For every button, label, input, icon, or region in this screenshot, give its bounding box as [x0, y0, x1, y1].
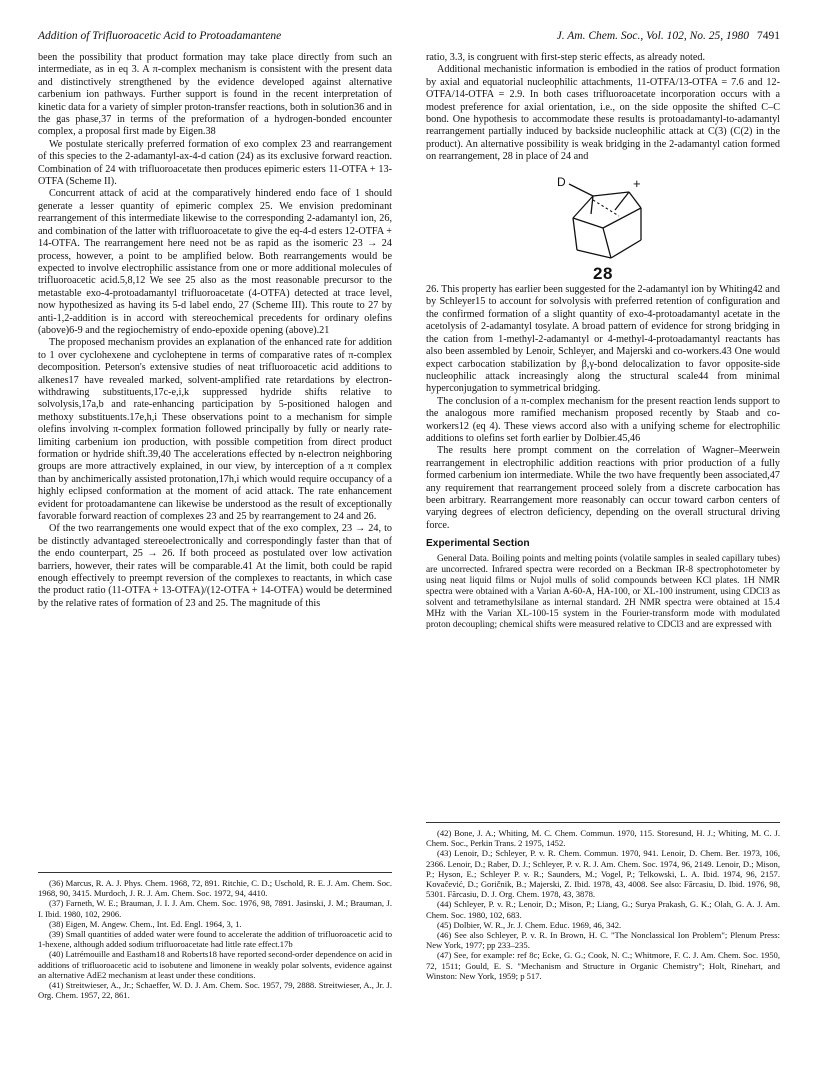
paragraph: General Data. Boiling points and melting points (volatile samples in sealed capillary tubes) are uncorrected. Infrared spectra were recorded on a Beckman IR-8 spectrophotometer by using neat liquid films or Nujol mulls of solid compounds between KCl plates. 1H NMR spectra were obtained with a Varian A-60-A, HA-100, or XL-100 instrument, using CDCl3 as solvent and tetramethylsilane as internal standard. 2H NMR spectra were obtained at 15.4 MHz with the Varian XL-100-15 system in the Fourier-transform mode with modulated proton decoupling; chemical shifts were measured relative to CDCl3 and are expressed with: [426, 553, 780, 631]
left-column: [38, 52, 392, 610]
paragraph: been the possibility that product formation may take place directly from such an intermediate, as in eq 3. A π-complex mechanism is consistent with the present data and distinctively strengthened by the evidence developed against alternative carbenium ion pathways. Further support is found in the recent interpretation of kinetic data for a variety of simpler proton-transfer reactions, both in solution36 and in the gas phase,37 in terms of the preformation of a hydrogen-bonded encounter complex, a proposal first made by Eigen.38: [38, 52, 392, 138]
journal-citation: J. Am. Chem. Soc., Vol. 102, No. 25, 1980: [556, 30, 749, 42]
page-number: 7491: [757, 30, 780, 42]
footnote: (37) Farneth, W. E.; Brauman, J. I. J. Am. Chem. Soc. 1976, 98, 7891. Jasinski, J. M.; Brauman, J. I. Ibid. 1980, 102, 2906.: [38, 898, 392, 919]
footnote: (40) Latrémouille and Eastham18 and Roberts18 have reported second-order dependence on acid in additions of trifluoroacetic acid to isobutene and limonene in weakly polar solvents, evidence against an alternative AdE2 mechanism at least under these conditions.: [38, 949, 392, 980]
paragraph: Concurrent attack of acid at the comparatively hindered endo face of 1 should generate a lesser quantity of epimeric complex 25. We envision predominant rearrangement of this intermediate likewise to the corresponding 2-adamantyl ion, 26, and combination of the latter with trifluoroacetate to give the eq-4-d esters 12-OTFA + 14-OTFA. The rearrangement here need not be as rapid as the isomeric 23 → 24 process, however, a point to be amplified below. Both rearrangements would be expected to involve electrophilic assistance from one or more additional molecules of trifluoroacetic acid.5,8,12 We see 25 also as the most reasonable precursor to the metastable exo-4-protoadamantyl trifluoroacetate (4-OTFA) detected at trace level, now hypothesized as having its 5-d label endo, 27 (Scheme III). This route to 27 by anti-1,2-addition is in accord with stereochemical precedents for ordinary olefins (above)6-9 and the regiochemistry of endo-epoxide opening (above).21: [38, 188, 392, 336]
adamantyl-cation-structure: [543, 168, 663, 266]
paragraph: The conclusion of a π-complex mechanism for the present reaction lends support to the analogous more ramified mechanism proposed recently by Staab and co-workers12 (eq 4). These views accord also with a unifying scheme for electrophilic additions to olefins set forth earlier by Dolbier.45,46: [426, 395, 780, 444]
structure-figure-28: [426, 168, 780, 283]
paragraph: The results here prompt comment on the correlation of Wagner–Meerwein rearrangement in electrophilic addition reactions with prior production of a fully formed carbenium ion intermediate. While the two have frequently been associated,47 any requirement that rearrangement proceed solely from a discrete carbocation has been arbitrary. Rearrangement more reasonably can occur toward carbon centers of varying degrees of electron deficiency, depending on the overall structural driving force.: [426, 445, 780, 531]
paragraph: We postulate sterically preferred formation of exo complex 23 and rearrangement of this species to the 2-adamantyl-ax-4-d cation (24) as its exclusive forward reaction. Combination of 24 with trifluoroacetate then produces epimeric esters 11-OTFA + 13-OTFA (Scheme II).: [38, 138, 392, 188]
journal-header: [557, 30, 780, 42]
footnote-divider: [38, 872, 392, 873]
footnotes-right: [426, 818, 780, 981]
footnote: (45) Dolbier, W. R., Jr. J. Chem. Educ. 1969, 46, 342.: [437, 919, 622, 930]
paragraph: ratio, 3.3, is congruent with first-step steric effects, as already noted.: [426, 52, 706, 63]
footnote: (43) Lenoir, D.; Schleyer, P. v. R. Chem. Commun. 1970, 941. Lenoir, D. Chem. Ber. 1973, 106, 2366. Lenoir, D.; Raber, D. J.; Schleyer, P. v. R. J. Am. Chem. Soc. 1974, 96, 2149. Lenoir, D.; Mison, P.; Hyson, E.; Schleyer P. v. R.; Saunders, M.; Vogel, P.; Telkowski, L. A. Ibid. 1974, 96, 2157. Kovačević, D.; Goričnik, B.; Majerski, Z. Ibid. 1978, 43, 4008. See also: Fărcasiu, D. Ibid. 1976, 98, 5301. Fărcasiu, D. J. Org. Chem. 1978, 43, 3878.: [426, 848, 780, 900]
footnote: (38) Eigen, M. Angew. Chem., Int. Ed. Engl. 1964, 3, 1.: [49, 918, 242, 929]
footnote: (39) Small quantities of added water were found to accelerate the addition of trifluoroacetic acid to 1-hexene, although added sodium trifluoroacetate had little rate effect.17b: [38, 929, 392, 950]
footnote-divider: [426, 822, 780, 823]
right-column: [426, 52, 780, 631]
deuterium-label: D: [557, 174, 566, 189]
footnote: (46) See also Schleyer, P. v. R. In Brown, H. C. "The Nonclassical Ion Problem"; Plenum Press: New York, 1977; pp 233–235.: [426, 930, 780, 951]
footnote: (44) Schleyer, P. v. R.; Lenoir, D.; Mison, P.; Liang, G.; Surya Prakash, G. K.; Olah, G. A. J. Am. Chem. Soc. 1980, 102, 683.: [426, 899, 780, 920]
paragraph: 26. This property has earlier been suggested for the 2-adamantyl ion by Whiting42 and by Schleyer15 to account for solvolysis with preferred retention of configuration and the confirmed formation of a slight quantity of exo-4-protoadamantyl acetate in the acetolysis of 2-adamantyl tosylate. A broad pattern of evidence for strong bridging in the cation from 1-methyl-2-adamantyl or 4-methyl-4-protoadamantyl reactants has also been assembled by Lenoir, Schleyer, and Majerski and co-workers.43 One would expect carbocation stabilization by β,γ-bond delocalization to favor opposite-side nucleophilic attack increasingly along the structural scale44 from minimal hyperconjugation to symmetrical bridging.: [426, 284, 780, 395]
experimental-section: [426, 554, 780, 632]
footnote: (41) Streitwieser, A., Jr.; Schaeffer, W. D. J. Am. Chem. Soc. 1957, 79, 2888. Streitwieser, A., Jr. J. Org. Chem. 1957, 22, 861.: [38, 980, 392, 1001]
paragraph: The proposed mechanism provides an explanation of the enhanced rate for addition to 1 over cyclohexene and cycloheptene in terms of comparative rates of π-complex decomposition. Peterson's extensive studies of neat trifluoroacetic acid additions to alkenes17 have revealed marked, solvent-amplified rate retardations by electron-withdrawing substituents,17c-e,i,k suppressed hydride shifts relative to solvolysis,17a,b and rate-enhancing participation by 5-positioned halogen and methoxy substituents.17e,h,i These observations point to a mechanism for simple olefins involving π-complex formation followed principally by fully or nearly rate-limiting carbenium ion production, with possible competition from direct product formation or hydride shift.39,40 The accelerations effected by n-electron neighboring groups are more attractively explained, in our view, by interception of a π complex than by anchimerically assisted protonation,17h,i which would require occupancy of a highly eclipsed conformation at the moment of acid attack. The rate enhancement evident for protoadamantene can likewise be understood as the result of exceptionally favorable forward reaction of complexes 23 and 25 by rearrangement to 24 and 26.: [38, 337, 392, 523]
paragraph: Additional mechanistic information is embodied in the ratios of product formation by axial and equatorial nucleophilic attachments, 11-OTFA/13-OTFA = 7.6 and 12-OTFA/14-OTFA = 2.9. In both cases trifluoroacetate incorporation occurs with a modest preference for axial orientation, i.e., on the side opposite the shifted C–C bond. One hypothesis to accommodate these results is protoadamantyl-to-adamantyl rearrangement partially induced by backside nucleophilic attack at C(3) (C(2) in the product). An alternative possibility is weak bridging in the 2-adamantyl cation formed on rearrangement, 28 in place of 24 and: [426, 64, 780, 163]
footnote: (36) Marcus, R. A. J. Phys. Chem. 1968, 72, 891. Ritchie, C. D.; Uschold, R. E. J. Am. Chem. Soc. 1968, 90, 3415. Murdoch, J. R. J. Am. Chem. Soc. 1972, 94, 4410.: [38, 878, 392, 899]
running-title: Addition of Trifluoroacetic Acid to Protoadamantene: [38, 30, 282, 42]
paragraph: Of the two rearrangements one would expect that of the exo complex, 23 → 24, to be distinctly advantaged stereoelectronically and correspondingly faster than that of the endo counterpart, 25 → 26. If both proceed as postulated over low activation barriers, however, their rates will be comparable.41 At the limit, both could be rapid enough effectively to preempt reversion of the complexes to reactants, in which case the product ratio (11-OTFA + 13-OTFA)/(12-OTFA + 14-OTFA) would be determined by the relative rates of formation of 23 and 25. The magnitude of this: [38, 523, 392, 609]
charge-label: +: [633, 175, 641, 191]
section-heading: Experimental Section: [426, 538, 530, 550]
footnote: (42) Bone, J. A.; Whiting, M. C. Chem. Commun. 1970, 115. Storesund, H. J.; Whiting, M. C. J. Chem. Soc., Perkin Trans. 2 1975, 1452.: [426, 828, 780, 849]
compound-number: 28: [593, 263, 613, 283]
footnote: (47) See, for example: ref 8c; Ecke, G. G.; Cook, N. C.; Whitmore, F. C. J. Am. Chem. Soc. 1950, 72, 1511; Gould, E. S. "Mechanism and Structure in Organic Chemistry"; Holt, Rinehart, and Winston: New York, 1959; p 517.: [426, 950, 780, 981]
footnotes-left: [38, 866, 392, 1000]
